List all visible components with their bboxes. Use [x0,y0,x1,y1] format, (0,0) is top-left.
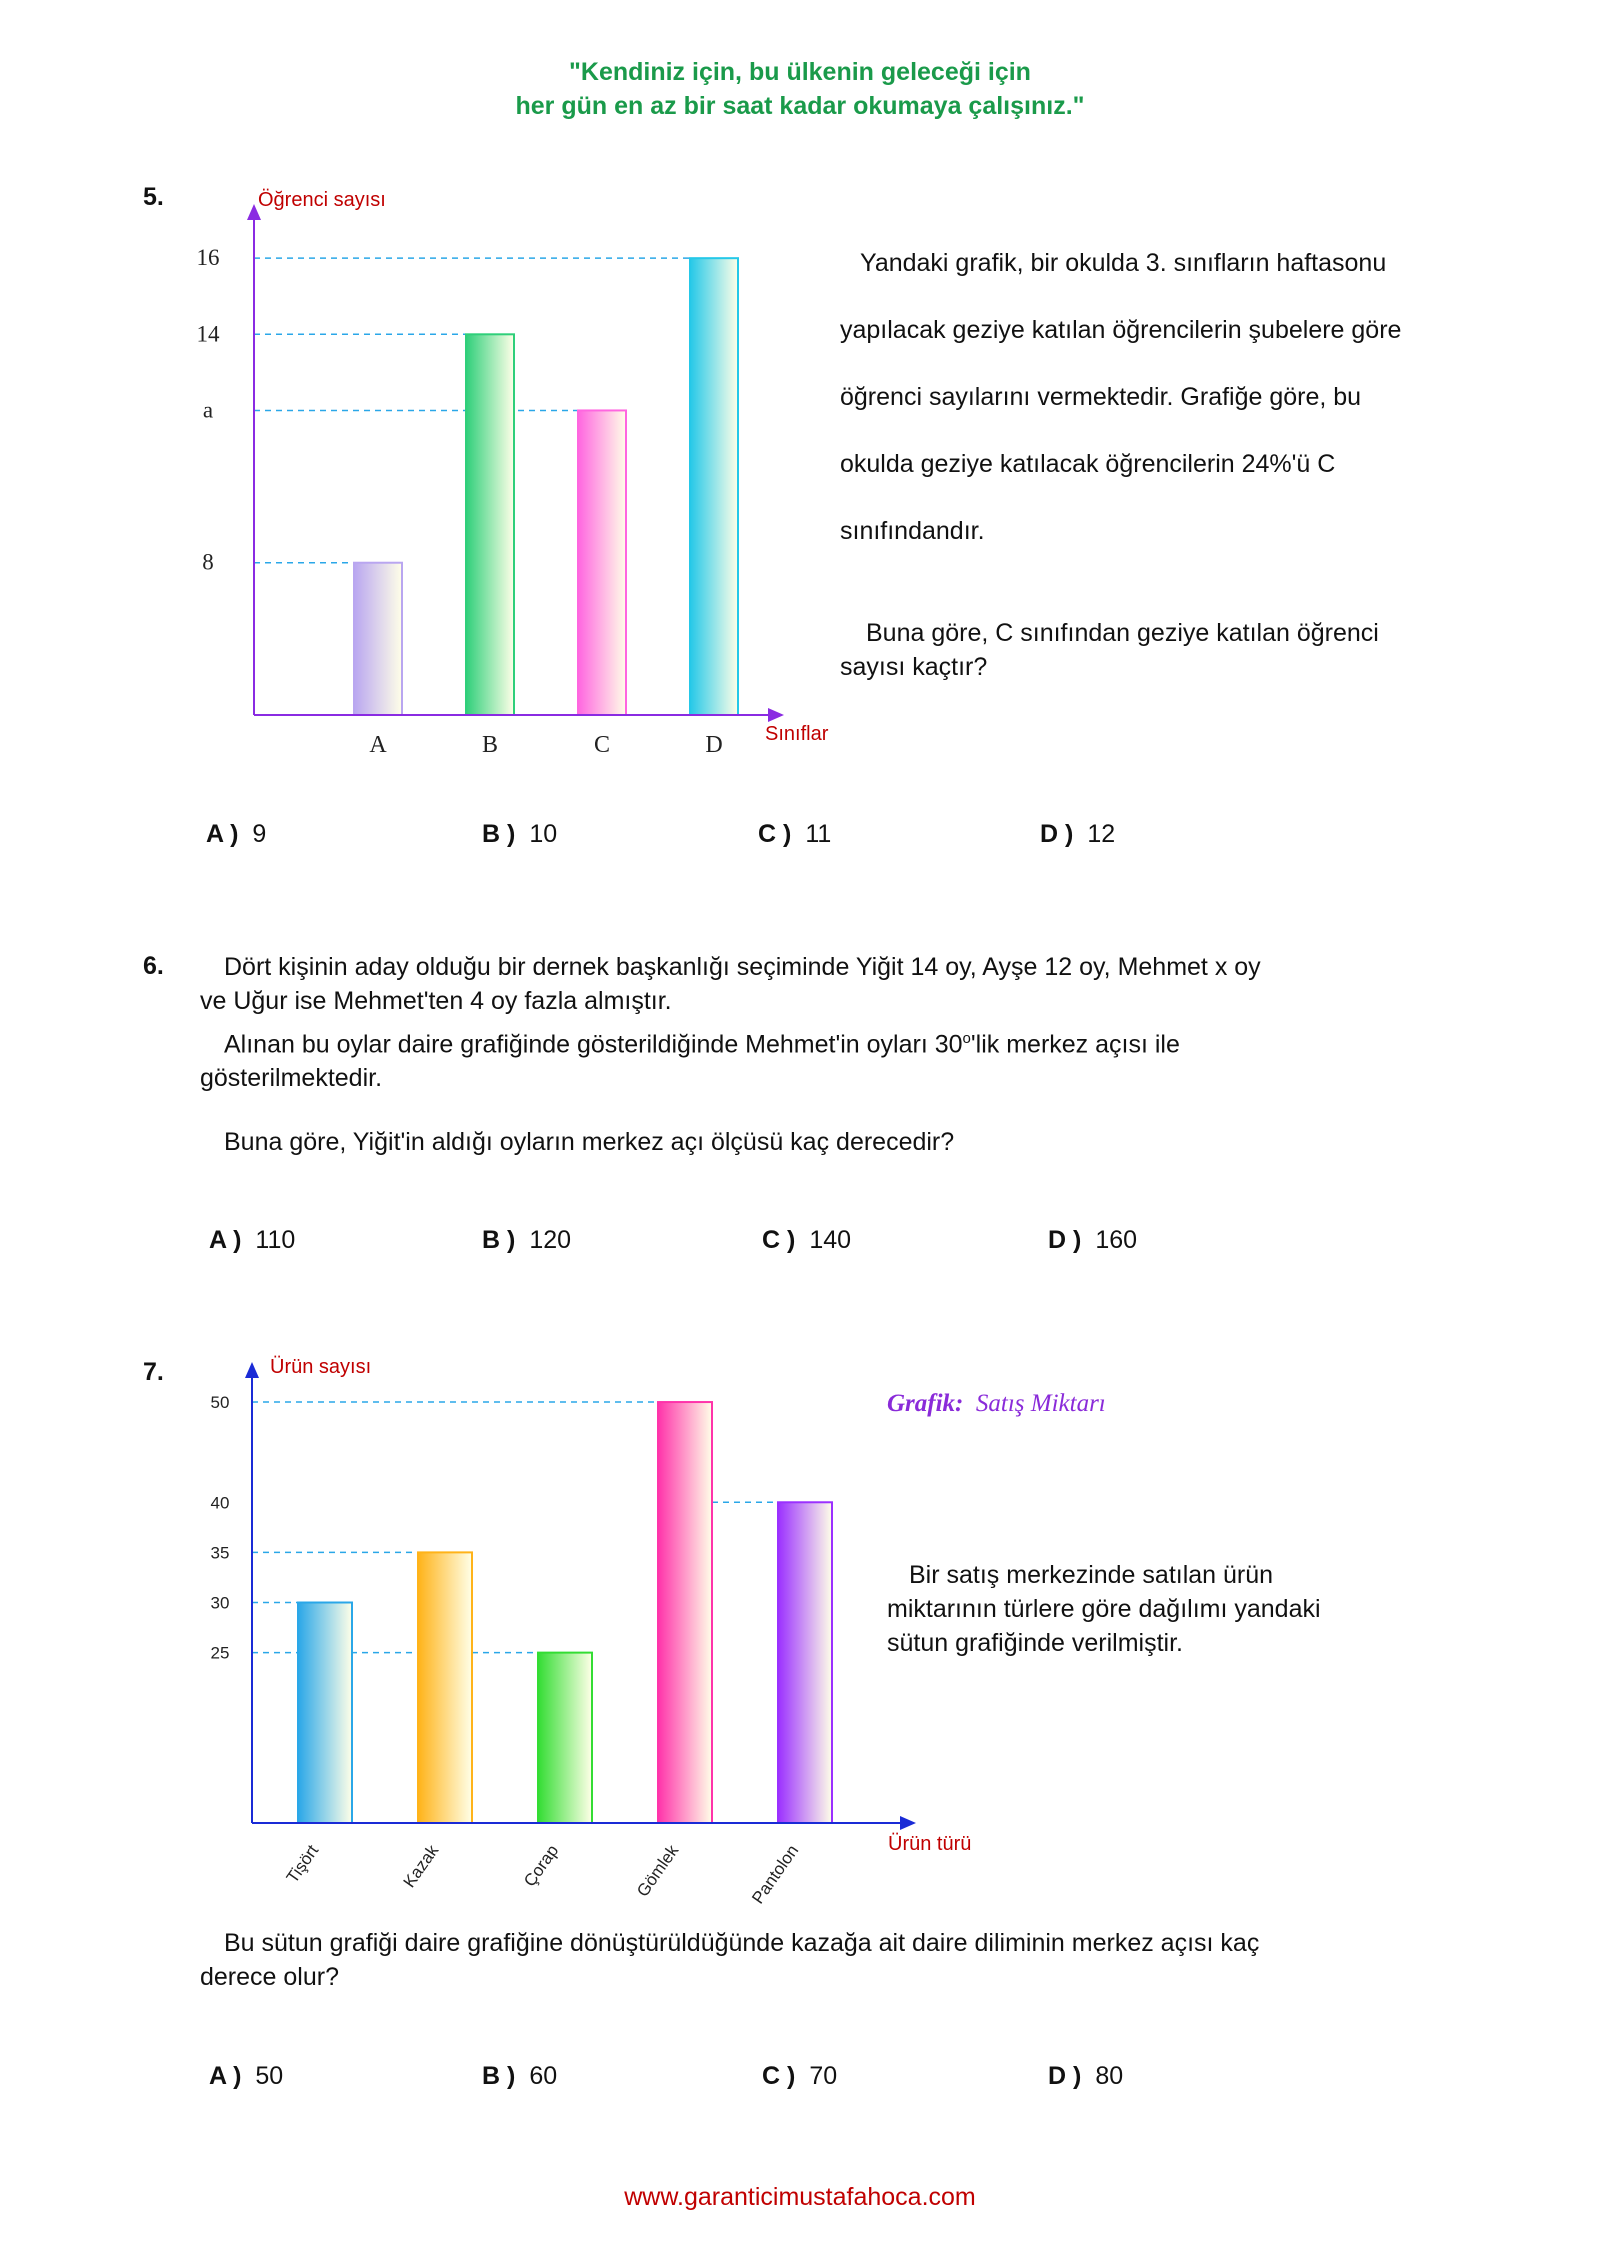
q7-question-line-2: derece olur? [200,1963,339,1991]
q7-graph-title [887,1390,1106,1418]
q6-option-d[interactable] [1048,1226,1137,1255]
q5-option-b-value: 10 [529,820,558,848]
y-tick-label: 30 [210,1593,230,1613]
degree-symbol: o [962,1030,971,1047]
y-tick-label: a [202,397,214,423]
q7-option-a[interactable] [209,2062,283,2091]
bar-3 [538,1653,592,1823]
q5-option-d[interactable] [1040,820,1115,849]
motto-line-2: her gün en az bir saat kadar okumaya çalışınız." [515,92,1085,120]
x-tick-label: Tişört [282,1841,323,1887]
q5-option-c-letter: C ) [758,820,792,848]
q5-question [840,616,1379,684]
q7-graph-title-bold: Grafik: [887,1390,964,1417]
q7-option-d-value: 80 [1095,2062,1124,2090]
q5-option-c-value: 11 [805,820,832,848]
question-5-number: 5. [143,183,164,211]
q6-line-3 [200,1022,1261,1061]
y-axis-label: Öğrenci sayısı [258,189,386,211]
q7-option-c[interactable] [762,2062,837,2091]
q7-option-c-value: 70 [809,2062,838,2090]
chart-q7 [200,1350,1000,1920]
q6-option-d-value: 160 [1095,1226,1138,1254]
x-tick-label: B [481,732,499,758]
x-axis-arrow-icon [768,708,784,722]
q6-option-c-value: 140 [809,1226,852,1254]
q7-paragraph-line-1: Bir satış merkezinde satılan ürün [909,1561,1274,1589]
q7-question-line-1: Bu sütun grafiği daire grafiğine dönüştürüldüğünde kazağa ait daire diliminin merkez açısı kaç [224,1929,1260,1957]
question-7-number: 7. [143,1358,164,1386]
q5-option-c[interactable] [758,820,831,849]
bar-2 [418,1552,472,1823]
x-tick-label: Çorap [520,1841,563,1891]
q5-option-b[interactable] [482,820,557,849]
bar-b [466,334,514,715]
q5-option-a[interactable] [206,820,266,849]
x-tick-label: D [705,732,723,758]
q5-paragraph-line-3: öğrenci sayılarını vermektedir. Grafiğe göre, bu [840,383,1362,411]
q7-paragraph [887,1558,1321,1660]
bar-1 [298,1603,352,1824]
q5-option-a-value: 9 [252,820,267,848]
motto-line-1: "Kendiniz için, bu ülkenin geleceği için [569,58,1031,86]
x-axis-arrow-icon [900,1816,916,1830]
x-axis-label: Ürün türü [888,1833,972,1855]
q7-option-d[interactable] [1048,2062,1123,2091]
x-tick-label: C [593,732,611,758]
q6-option-b-letter: B ) [482,1226,516,1254]
x-tick-label: Kazak [399,1841,443,1891]
q7-option-c-letter: C ) [762,2062,796,2090]
q7-option-b[interactable] [482,2062,557,2091]
q7-paragraph-line-2: miktarının türlere göre dağılımı yandaki [887,1595,1321,1623]
q6-line-3-pre: Alınan bu oylar daire grafiğinde gösterildiğinde Mehmet'in oyları 30 [224,1030,963,1059]
q5-paragraph-line-4: okulda geziye katılacak öğrencilerin 24%'ü C [840,450,1336,478]
x-tick-label: A [369,732,387,758]
q5-paragraph-line-5: sınıfındandır. [840,517,985,545]
x-axis-label: Sınıflar [765,723,829,745]
q6-option-a[interactable] [209,1226,295,1255]
q6-option-c-letter: C ) [762,1226,796,1254]
bar-5 [778,1502,832,1823]
q5-paragraph [840,246,1401,581]
q5-question-line-1: Buna göre, C sınıfından geziye katılan öğrenci [866,619,1379,647]
q7-option-d-letter: D ) [1048,2062,1082,2090]
q7-paragraph-line-3: sütun grafiğinde verilmiştir. [887,1629,1183,1657]
q6-option-b[interactable] [482,1226,571,1255]
x-tick-label: Pantolon [748,1841,803,1908]
bar-c [578,410,626,715]
y-tick-label: 14 [196,321,220,347]
q6-option-d-letter: D ) [1048,1226,1082,1254]
y-tick-label: 50 [210,1393,230,1413]
q6-line-4: gösterilmektedir. [200,1064,383,1093]
q5-option-a-letter: A ) [206,820,239,848]
x-tick-label: Gömlek [633,1841,683,1901]
q6-text [200,950,1261,1159]
y-tick-label: 8 [202,549,214,575]
y-tick-label: 40 [210,1493,230,1513]
y-tick-label: 35 [210,1543,230,1563]
q5-paragraph-line-2: yapılacak geziye katılan öğrencilerin şubelere göre [840,316,1402,344]
q7-option-b-value: 60 [529,2062,558,2090]
q5-paragraph-line-1: Yandaki grafik, bir okulda 3. sınıfların haftasonu [860,249,1387,277]
question-6-number: 6. [143,952,164,980]
q6-option-a-letter: A ) [209,1226,242,1254]
y-tick-label: 16 [196,245,220,271]
bar-d [690,258,738,715]
q7-option-b-letter: B ) [482,2062,516,2090]
bar-4 [658,1402,712,1823]
y-axis-arrow-icon [245,1362,259,1378]
q7-question [200,1926,1259,1994]
q6-option-b-value: 120 [529,1226,572,1254]
q6-option-c[interactable] [762,1226,851,1255]
q7-graph-title-rest: Satış Miktarı [975,1390,1106,1417]
q6-line-2: ve Uğur ise Mehmet'ten 4 oy fazla almıştır. [200,987,672,1015]
q6-question: Buna göre, Yiğit'in aldığı oyların merkez açı ölçüsü kaç derecedir? [224,1128,955,1157]
chart-q5 [180,180,829,780]
bar-a [354,563,402,715]
q5-option-d-letter: D ) [1040,820,1074,848]
q5-option-b-letter: B ) [482,820,516,848]
y-axis-label: Ürün sayısı [270,1356,372,1378]
q5-question-line-2: sayısı kaçtır? [840,653,988,681]
y-tick-label: 25 [210,1643,230,1663]
q6-line-3-post: 'lik merkez açısı ile [970,1030,1180,1059]
q5-option-d-value: 12 [1087,820,1116,848]
q6-line-1: Dört kişinin aday olduğu bir dernek başkanlığı seçiminde Yiğit 14 oy, Ayşe 12 oy, Mehmet x oy [224,953,1261,981]
q6-option-a-value: 110 [255,1226,296,1254]
footer-website-link[interactable]: www.garanticimustafahoca.com [624,2183,976,2211]
q7-option-a-letter: A ) [209,2062,242,2090]
q7-option-a-value: 50 [255,2062,284,2090]
